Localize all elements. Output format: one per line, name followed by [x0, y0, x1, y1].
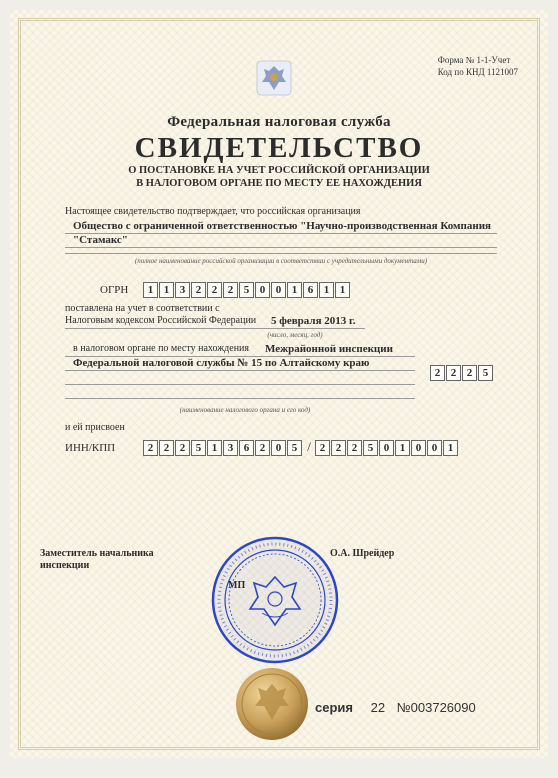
inn-digit: 2 — [143, 440, 158, 456]
kpp-digit: 1 — [443, 440, 458, 456]
subtitle-line-2: В НАЛОГОВОМ ОРГАНЕ ПО МЕСТУ ЕЕ НАХОЖДЕНИЯ — [136, 178, 422, 189]
mp-mark: МП — [228, 580, 246, 591]
signer-position-line-2: инспекции — [40, 560, 90, 571]
inn-digit: 0 — [271, 440, 286, 456]
form-number: Форма № 1-1-Учет — [437, 55, 511, 65]
org-name-line-2: "Стамакс" — [73, 234, 128, 246]
kpp-digit: 0 — [427, 440, 442, 456]
signer-position — [40, 548, 154, 572]
series-number: 22 — [370, 700, 386, 715]
tax-code-digit: 2 — [446, 365, 461, 381]
document-title: СВИДЕТЕЛЬСТВО — [134, 132, 424, 164]
document-subtitle — [10, 164, 548, 190]
inn-digit: 2 — [255, 440, 270, 456]
kpp-digit: 2 — [331, 440, 346, 456]
ogrn-digit: 0 — [271, 282, 286, 298]
inn-kpp-cells — [143, 440, 459, 456]
inn-digit: 5 — [191, 440, 206, 456]
ogrn-digit: 2 — [223, 282, 238, 298]
ogrn-digit: 1 — [287, 282, 302, 298]
inn-kpp-separator: / — [307, 439, 311, 454]
official-stamp-icon — [210, 535, 340, 665]
form-code — [438, 54, 518, 78]
org-name-row-2 — [65, 234, 497, 248]
tax-code-digit: 2 — [462, 365, 477, 381]
tax-office-name-2: Федеральной налоговой службы № 15 по Алтайскому краю — [73, 357, 370, 369]
kpp-digit: 5 — [363, 440, 378, 456]
org-name-row-3 — [65, 248, 497, 254]
ogrn-digit: 2 — [207, 282, 222, 298]
series-block — [315, 700, 476, 715]
tax-office-code — [430, 365, 494, 381]
ogrn-digit: 1 — [143, 282, 158, 298]
ogrn-cells — [143, 282, 351, 298]
kpp-digit: 0 — [379, 440, 394, 456]
inn-kpp-label: ИНН/КПП — [65, 442, 116, 454]
tax-office-row-1 — [65, 343, 415, 357]
agency-name: Федеральная налоговая служба — [167, 114, 391, 130]
tax-office-caption: (наименование налогового органа и его код) — [179, 406, 311, 414]
signer-position-line-1: Заместитель начальника — [40, 548, 154, 559]
emblem-icon — [256, 60, 292, 96]
registration-line-1: поставлена на учет в соответствии с — [65, 303, 220, 314]
ogrn-digit: 6 — [303, 282, 318, 298]
tax-office-intro: в налоговом органе по месту нахождения — [73, 343, 250, 354]
tax-office-row-3 — [65, 371, 415, 385]
inn-digit: 2 — [175, 440, 190, 456]
inn-digit: 6 — [239, 440, 254, 456]
tax-office-row-4 — [65, 385, 415, 399]
kpp-digit: 2 — [315, 440, 330, 456]
org-name-line-1: Общество с ограниченной ответственностью "Научно-производственная Компания — [73, 220, 491, 232]
org-intro: Настоящее свидетельство подтверждает, что российская организация — [65, 206, 361, 217]
ogrn-digit: 3 — [175, 282, 190, 298]
series-label: серия — [315, 700, 353, 715]
ogrn-digit: 2 — [191, 282, 206, 298]
subtitle-line-1: О ПОСТАНОВКЕ НА УЧЕТ РОССИЙСКОЙ ОРГАНИЗАЦИИ — [128, 165, 430, 176]
ogrn-digit: 5 — [239, 282, 254, 298]
org-caption: (полное наименование российской организации в соответствии с учредительными документами) — [134, 257, 428, 265]
ogrn-digit: 0 — [255, 282, 270, 298]
tax-office-row-2 — [65, 357, 415, 371]
registration-row — [65, 315, 365, 329]
assigned-label: и ей присвоен — [65, 422, 125, 433]
ogrn-digit: 1 — [159, 282, 174, 298]
certificate-page — [10, 10, 548, 758]
org-name-row-1 — [65, 220, 497, 234]
registration-date: 5 февраля 2013 г. — [271, 315, 356, 327]
inn-digit: 5 — [287, 440, 302, 456]
kpp-digit: 2 — [347, 440, 362, 456]
kpp-digit: 1 — [395, 440, 410, 456]
ogrn-digit: 1 — [335, 282, 350, 298]
inn-digit: 1 — [207, 440, 222, 456]
serial-number: №003726090 — [396, 700, 476, 715]
tax-office-name-1: Межрайонной инспекции — [265, 343, 393, 355]
gold-seal-icon — [234, 666, 310, 742]
ogrn-label: ОГРН — [100, 284, 129, 296]
inn-digit: 2 — [159, 440, 174, 456]
date-caption: (число, месяц, год) — [267, 331, 323, 339]
tax-code-digit: 2 — [430, 365, 445, 381]
kpp-digit: 0 — [411, 440, 426, 456]
tax-code-digit: 5 — [478, 365, 493, 381]
knd-code: Код по КНД 1121007 — [437, 67, 518, 77]
inn-digit: 3 — [223, 440, 238, 456]
signer-name: О.А. Шрейдер — [330, 548, 395, 559]
ogrn-digit: 1 — [319, 282, 334, 298]
registration-line-2: Налоговым кодексом Российской Федерации — [65, 315, 257, 326]
